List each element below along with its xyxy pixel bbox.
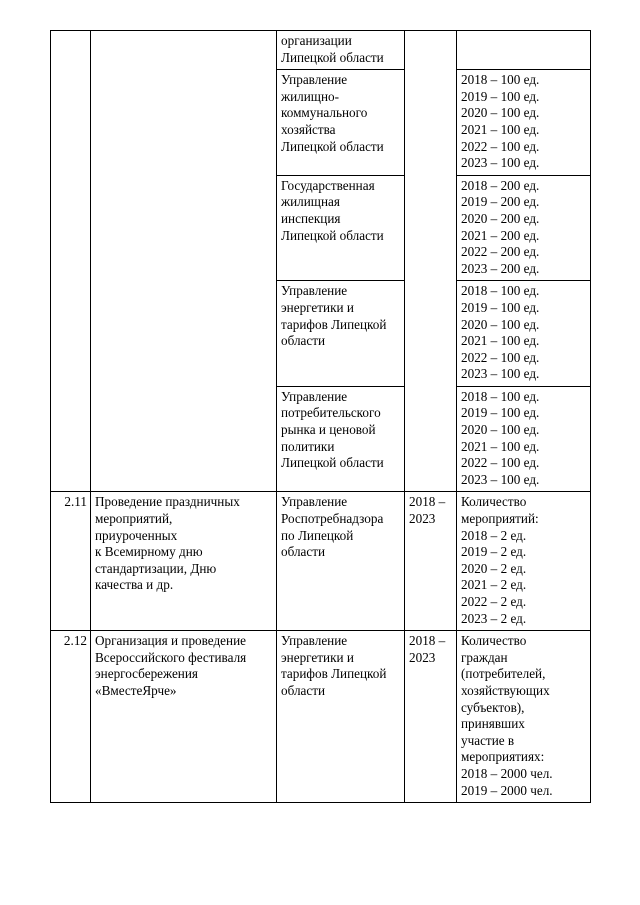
cell-line: 2022 – 100 ед. [461,455,540,471]
cell-line: 2019 – 2 ед. [461,544,527,560]
cell-line: участие в [461,732,515,748]
cell-line: 2018 – 100 ед. [461,388,540,404]
item-number: 2.12 [51,631,91,803]
cell-line: Организация и проведение [95,633,246,649]
activities-table [50,30,591,803]
cell-line: 2020 – 100 ед. [461,422,540,438]
cell-line: граждан [461,649,508,665]
cell-line: хозяйства [281,121,336,137]
cell-line: энергетики и [281,299,354,315]
indicator-cell [457,175,591,281]
cell-line: 2018 – 100 ед. [461,72,540,88]
cell-line: Липецкой области [281,49,384,65]
cell-line: 2023 – 2 ед. [461,610,527,626]
cell-line: 2023 [409,511,436,527]
cell-line: области [281,544,326,560]
cell-line: по Липецкой [281,527,354,543]
cell-line: мероприятиях: [461,749,545,765]
cell-line: 2019 – 100 ед. [461,405,540,421]
period-cell [405,492,457,631]
cell-line: инспекция [281,210,341,226]
cell-line: области [281,682,326,698]
num-cell-continued [51,31,91,492]
table-row [51,31,591,70]
cell-line: политики [281,438,335,454]
cell-line: организации [281,33,352,48]
cell-line: тарифов Липецкой [281,316,387,332]
org-cell [277,281,405,387]
period-cell-continued [405,31,457,492]
cell-line: рынка и ценовой [281,422,376,438]
cell-line: жилищная [281,194,340,210]
activity-cell-continued [91,31,277,492]
org-cell [277,631,405,803]
cell-line: 2019 – 2000 чел. [461,782,553,798]
cell-line: 2019 – 200 ед. [461,194,540,210]
cell-line: стандартизации, Дню [95,560,217,576]
cell-line: Управление [281,388,348,404]
cell-line: Государственная [281,177,375,193]
cell-line: 2021 – 100 ед. [461,333,540,349]
cell-line: 2021 – 100 ед. [461,121,540,137]
cell-line: энергетики и [281,649,354,665]
indicator-cell [457,492,591,631]
activity-cell [91,631,277,803]
cell-line: 2023 – 100 ед. [461,366,540,382]
cell-line: хозяйствующих [461,682,550,698]
cell-line: 2022 – 200 ед. [461,244,540,260]
item-number: 2.11 [51,492,91,631]
cell-line: 2023 – 200 ед. [461,260,540,276]
cell-line: Количество [461,494,527,510]
indicator-cell [457,70,591,176]
period-cell [405,631,457,803]
cell-line: 2020 – 100 ед. [461,105,540,121]
cell-line: 2020 – 100 ед. [461,316,540,332]
cell-line: к Всемирному дню [95,544,203,560]
cell-line: 2022 – 2 ед. [461,594,527,609]
cell-line: Управление [281,283,348,299]
cell-line: Всероссийского фестиваля [95,649,247,665]
cell-line: Липецкой области [281,227,384,243]
cell-line: потребительского [281,405,381,421]
cell-line: 2020 – 200 ед. [461,210,540,226]
cell-line: Проведение праздничных [95,494,240,510]
cell-line: приуроченных [95,527,178,543]
cell-line: Управление [281,494,348,510]
cell-line: 2019 – 100 ед. [461,299,540,315]
cell-line: 2023 – 100 ед. [461,155,540,171]
cell-line: 2018 – 2 ед. [461,527,527,543]
org-cell [277,175,405,281]
cell-line: Управление [281,633,348,649]
cell-line: Липецкой области [281,455,384,471]
cell-line: 2021 – 2 ед. [461,577,527,593]
cell-line: коммунального [281,105,368,121]
cell-line: Количество [461,633,527,649]
cell-line: 2018 – [409,633,446,649]
cell-line: Липецкой области [281,138,384,154]
cell-line: 2022 – 100 ед. [461,349,540,365]
indicator-cell [457,631,591,803]
cell-line: субъектов), [461,699,525,715]
table-row [51,492,591,631]
cell-line: области [281,333,326,349]
cell-line: 2018 – 2000 чел. [461,765,553,781]
indicator-cell [457,281,591,387]
cell-line: 2019 – 100 ед. [461,88,540,104]
cell-line: 2018 – [409,494,446,510]
cell-line: 2020 – 2 ед. [461,560,527,576]
cell-line: тарифов Липецкой [281,666,387,682]
cell-line: 2018 – 200 ед. [461,177,540,193]
cell-line: качества и др. [95,577,174,593]
cell-line: жилищно- [281,88,340,104]
indicator-cell [457,386,591,492]
cell-line: мероприятий, [95,511,173,527]
cell-line: 2018 – 100 ед. [461,283,540,299]
table-row [51,631,591,803]
cell-line: мероприятий: [461,511,539,527]
cell-line: 2022 – 100 ед. [461,138,540,154]
activity-cell [91,492,277,631]
cell-line: Роспотребнадзора [281,511,384,527]
cell-line: 2021 – 100 ед. [461,438,540,454]
org-cell [277,386,405,492]
cell-line: Управление [281,72,348,88]
cell-line: энергосбережения [95,666,198,682]
cell-line: «ВместеЯрче» [95,682,177,698]
org-cell [277,70,405,176]
cell-line: (потребителей, [461,666,546,682]
cell-line: принявших [461,716,525,732]
org-cell [277,31,405,70]
cell-line: 2023 [409,649,436,665]
indicator-cell [457,31,591,70]
cell-line: 2023 – 100 ед. [461,471,540,487]
cell-line: 2021 – 200 ед. [461,227,540,243]
org-cell [277,492,405,631]
